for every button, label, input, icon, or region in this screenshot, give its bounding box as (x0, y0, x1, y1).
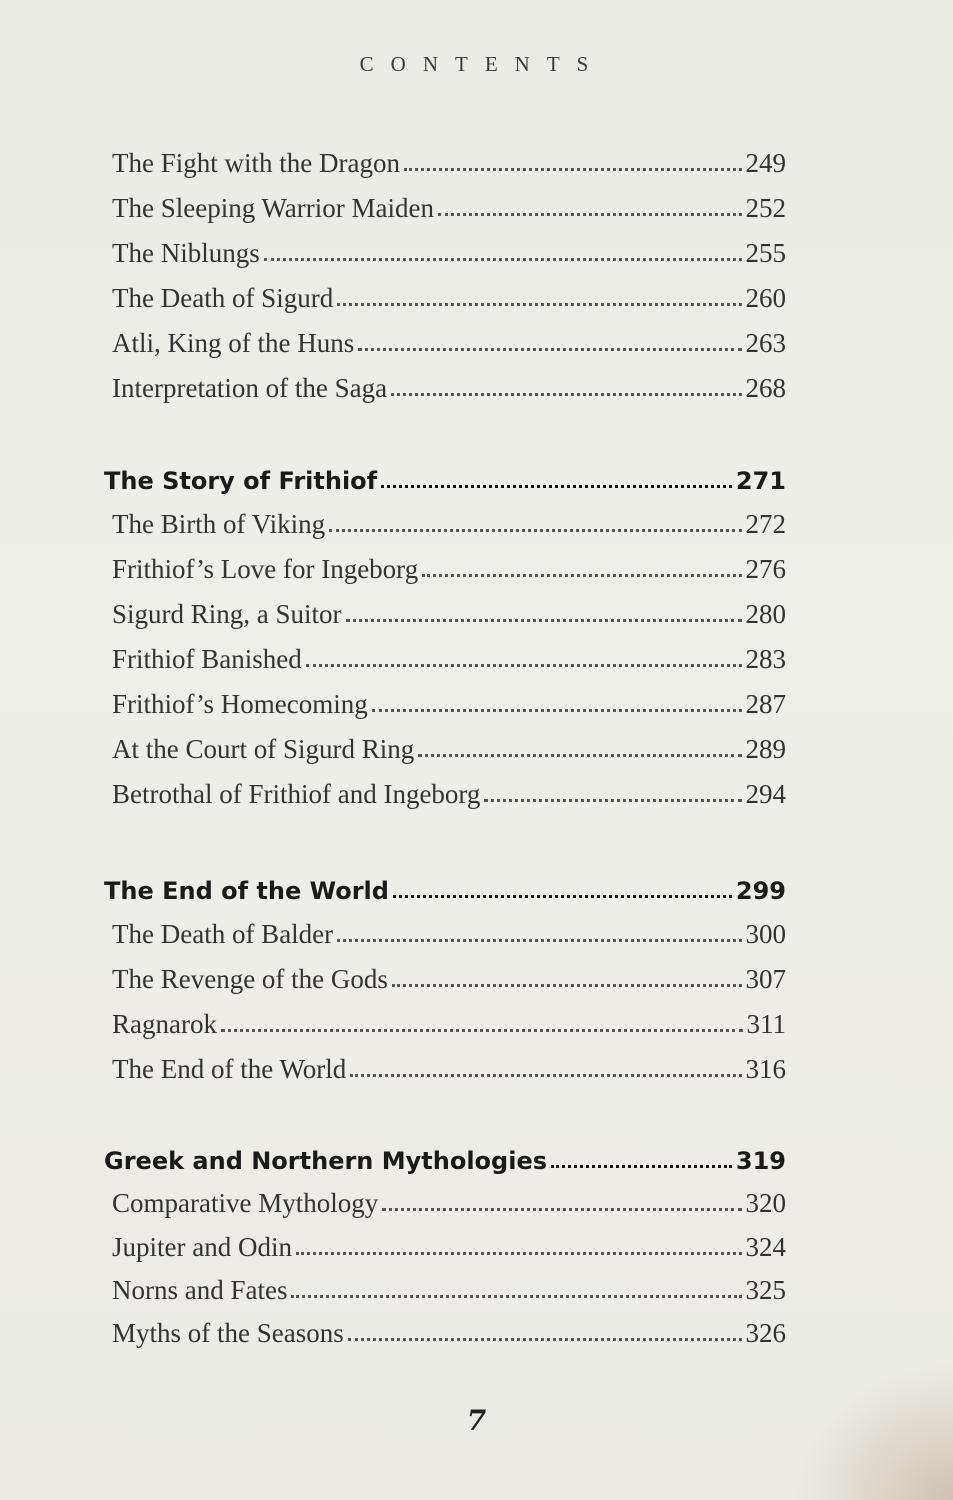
entry-title: Frithiof’s Love for Ingeborg (112, 554, 419, 584)
toc-entry (104, 1263, 786, 1306)
entry-title: Sigurd Ring, a Suitor (112, 599, 342, 629)
toc-entry (104, 1219, 786, 1263)
dot-leader (221, 1029, 743, 1032)
entry-page: 263 (745, 328, 786, 358)
heading-title: The Story of Frithiof (104, 467, 378, 495)
entry-title: Atli, King of the Huns (112, 328, 355, 358)
toc-heading (104, 1130, 786, 1175)
dot-leader (418, 754, 741, 757)
entry-title: Jupiter and Odin (112, 1232, 292, 1262)
toc-entry (104, 179, 786, 224)
entry-page: 260 (745, 283, 786, 313)
toc-heading (104, 450, 786, 495)
entry-page: 300 (745, 919, 786, 949)
dot-leader (422, 574, 741, 577)
heading-title: Greek and Northern Mythologies (104, 1147, 548, 1175)
entry-page: 316 (745, 1054, 786, 1084)
dot-leader (358, 348, 741, 351)
toc-entry (104, 1175, 786, 1219)
heading-title: The End of the World (104, 877, 389, 905)
entry-title: The Birth of Viking (112, 509, 326, 539)
toc-heading (104, 860, 786, 905)
entry-title: Frithiof Banished (112, 644, 302, 674)
dot-leader (346, 619, 742, 622)
toc-entry (104, 269, 786, 314)
toc-entry (104, 675, 786, 720)
toc-entry (104, 720, 786, 765)
entry-page: 311 (746, 1009, 786, 1039)
toc-entry (104, 585, 786, 630)
entry-title: The Niblungs (112, 238, 260, 268)
toc-entry (104, 905, 786, 950)
dot-leader (264, 258, 742, 261)
entry-page: 280 (745, 599, 786, 629)
toc-entry (104, 540, 786, 585)
entry-title: Norns and Fates (112, 1275, 288, 1305)
entry-title: Comparative Mythology (112, 1188, 379, 1218)
entry-page: 294 (745, 779, 786, 809)
page-shadow (793, 1360, 953, 1500)
entry-page: 289 (745, 734, 786, 764)
page-number: 7 (466, 1404, 487, 1437)
toc-section-3 (104, 860, 786, 1085)
toc-entry (104, 224, 786, 269)
entry-title: Frithiof’s Homecoming (112, 689, 368, 719)
contents-header: CONTENTS (359, 52, 606, 76)
dot-leader (350, 1074, 741, 1077)
heading-page: 271 (735, 467, 786, 495)
dot-leader (393, 895, 732, 898)
dot-leader (348, 1338, 742, 1341)
dot-leader (438, 213, 742, 216)
dot-leader (484, 799, 741, 802)
toc-entry (104, 1040, 786, 1085)
entry-title: The Death of Sigurd (112, 283, 334, 313)
toc-entry (104, 765, 786, 810)
dot-leader (372, 709, 742, 712)
dot-leader (391, 393, 741, 396)
entry-page: 320 (745, 1188, 786, 1218)
heading-page: 319 (735, 1147, 786, 1175)
entry-title: Myths of the Seasons (112, 1318, 344, 1348)
toc-entry (104, 950, 786, 995)
entry-title: The Sleeping Warrior Maiden (112, 193, 434, 223)
entry-page: 324 (745, 1232, 786, 1262)
entry-title: The Revenge of the Gods (112, 964, 388, 994)
dot-leader (329, 529, 741, 532)
dot-leader (392, 984, 742, 987)
dot-leader (337, 303, 741, 306)
dot-leader (291, 1295, 741, 1298)
dot-leader (404, 168, 742, 171)
dot-leader (551, 1165, 732, 1168)
entry-page: 252 (745, 193, 786, 223)
dot-leader (306, 664, 742, 667)
entry-page: 249 (745, 148, 786, 178)
toc-entry (104, 995, 786, 1040)
entry-page: 268 (745, 373, 786, 403)
toc-entry (104, 314, 786, 359)
toc-section-2 (104, 450, 786, 810)
toc-entry (104, 495, 786, 540)
entry-page: 307 (745, 964, 786, 994)
toc-entry (104, 1306, 786, 1349)
dot-leader (337, 939, 741, 942)
entry-page: 276 (745, 554, 786, 584)
entry-title: The Fight with the Dragon (112, 148, 400, 178)
heading-page: 299 (735, 877, 786, 905)
entry-title: The Death of Balder (112, 919, 334, 949)
entry-page: 283 (745, 644, 786, 674)
entry-title: Interpretation of the Saga (112, 373, 388, 403)
entry-page: 325 (745, 1275, 786, 1305)
toc-section-4 (104, 1130, 786, 1349)
toc-entry (104, 134, 786, 179)
toc-section-1 (104, 134, 786, 404)
entry-title: At the Court of Sigurd Ring (112, 734, 415, 764)
entry-page: 287 (745, 689, 786, 719)
toc-entry (104, 630, 786, 675)
toc-entry (104, 359, 786, 404)
dot-leader (382, 1208, 741, 1211)
dot-leader (381, 485, 732, 488)
entry-page: 326 (745, 1318, 786, 1348)
entry-page: 272 (745, 509, 786, 539)
entry-title: Ragnarok (112, 1009, 217, 1039)
entry-page: 255 (745, 238, 786, 268)
dot-leader (296, 1252, 742, 1255)
entry-title: The End of the World (112, 1054, 347, 1084)
entry-title: Betrothal of Frithiof and Ingeborg (112, 779, 481, 809)
